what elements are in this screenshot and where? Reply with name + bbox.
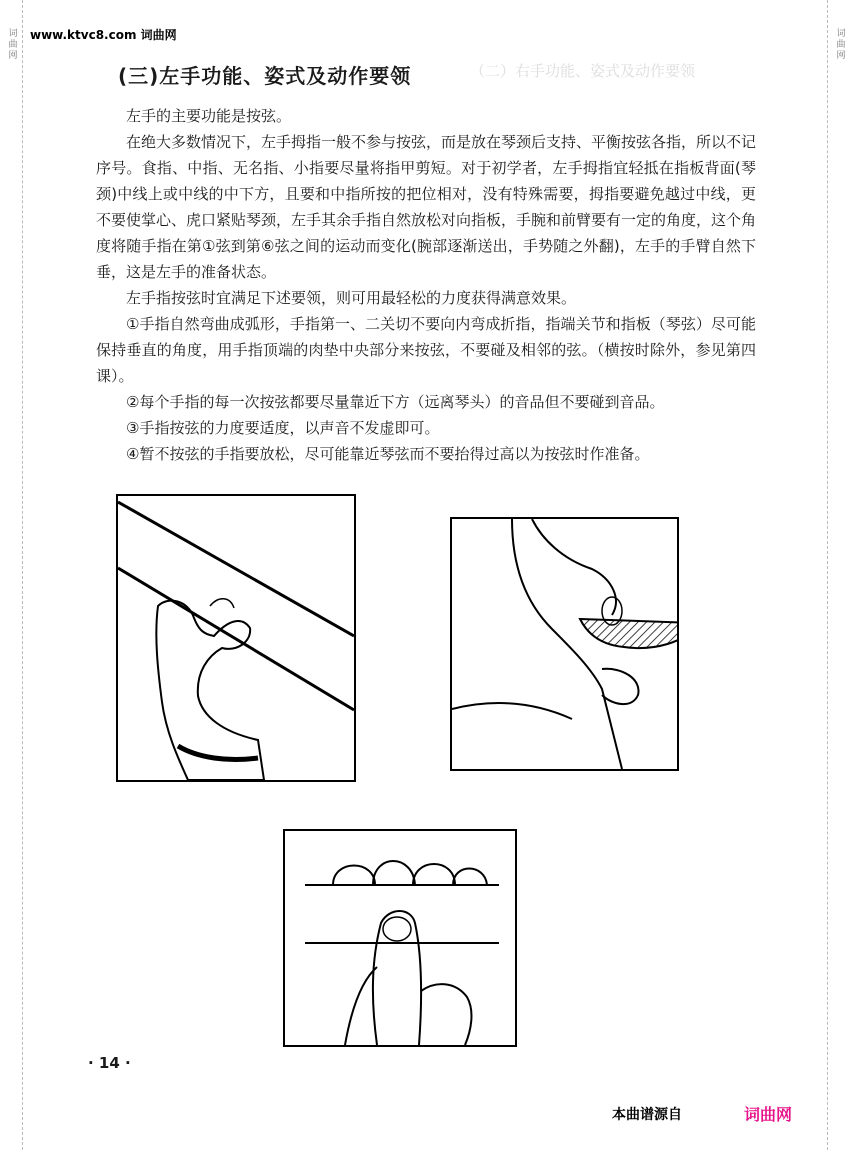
edge-watermark: 词曲网 [834, 28, 845, 61]
left-hand-thumb-behind-neck-drawing-icon [118, 496, 354, 780]
fingertips-on-string-drawing-icon [285, 831, 515, 1045]
finger-pressing-on-fret-drawing-icon [452, 519, 677, 769]
left-margin-strip [0, 0, 23, 1150]
figure-thumb-behind-neck [116, 494, 356, 782]
site-header[interactable]: www.ktvc8.com 词曲网 [30, 28, 177, 42]
paragraph: 左手的主要功能是按弦。 [126, 107, 292, 125]
paragraph: ①手指自然弯曲成弧形，手指第一、二关切不要向内弯成折指，指端关节和指板（琴弦）尽可能保持垂直的角度，用手指顶端的肉垫中央部分来按弦，不要碰及相邻的弦。（横按时除外，参见第四课）。 [96, 315, 756, 385]
brand-logo[interactable]: 词曲网 [744, 1105, 793, 1124]
paragraph: ②每个手指的每一次按弦都要尽量靠近下方（远离琴头）的音品但不要碰到音品。 [126, 393, 665, 411]
paragraph: ③手指按弦的力度要适度，以声音不发虚即可。 [126, 419, 440, 437]
page-number: · 14 · [88, 1054, 131, 1072]
bleed-through-text: （二）右手功能、姿式及动作要领 [470, 62, 696, 80]
section-title: (三)左手功能、姿式及动作要领 [118, 64, 412, 88]
paragraph: 在绝大多数情况下，左手拇指一般不参与按弦，而是放在琴颈后支持、平衡按弦各指，所以不记序号。食指、中指、无名指、小指要尽量将指甲剪短。对于初学者，左手拇指宜轻抵在指板背面(琴颈)中线上或中线的中下方，且要和中指所按的把位相对，没有特殊需要，拇指要避免越过中线，更不要使掌心、虎口紧贴琴颈，左手其余手指自然放松对向指板，手腕和前臂要有一定的角度，这个角度将随手指在第①弦到第⑥弦之间的运动而变化(腕部逐渐送出，手势随之外翻)，左手的手臂自然下垂，这是左手的准备状态。 [96, 133, 757, 281]
right-margin-strip [827, 0, 850, 1150]
source-label: 本曲谱源自 [612, 1107, 682, 1123]
paragraph: 左手指按弦时宜满足下述要领，则可用最轻松的力度获得满意效果。 [126, 289, 577, 307]
edge-watermark: 词曲网 [6, 28, 17, 61]
figure-fingertips-on-string [283, 829, 517, 1047]
paragraph: ④暂不按弦的手指要放松，尽可能靠近琴弦而不要抬得过高以为按弦时作准备。 [126, 445, 650, 463]
page-content [96, 60, 756, 467]
figure-finger-on-fret [450, 517, 679, 771]
